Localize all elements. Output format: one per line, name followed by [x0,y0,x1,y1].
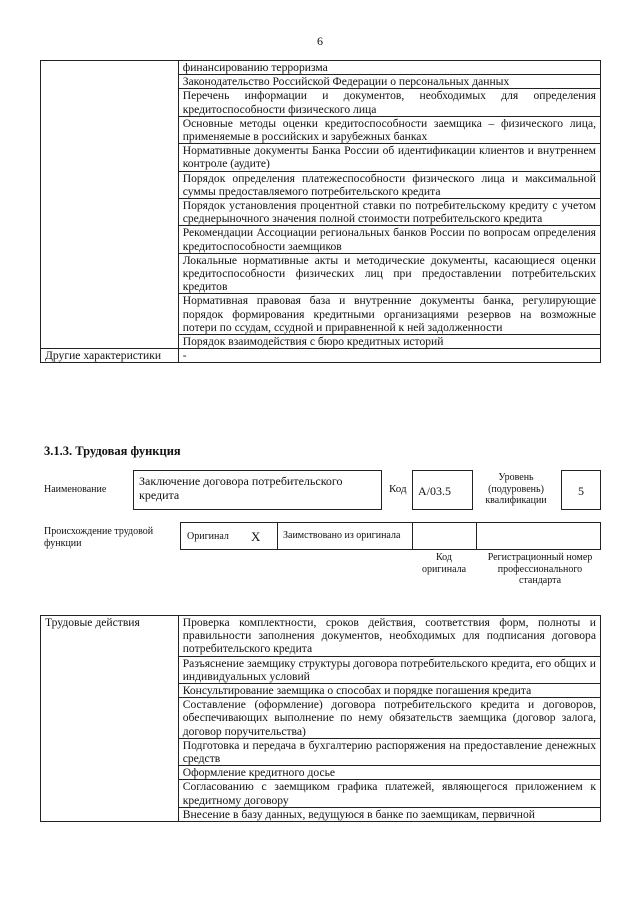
list-item: Перечень информации и документов, необходимых для определения кредитоспособности физического лица [178,89,600,116]
empty-label-cell [41,61,179,349]
list-item: Локальные нормативные акты и методические документы, касающиеся оценки кредитоспособности физических лиц при предоставлении потребительских кредитов [178,253,600,294]
list-item: Нормативная правовая база и внутренние документы банка, регулирующие порядок формирования кредитными организациями резервов на возможные потери по ссудам, ссудной и приравненной к ней задолженности [178,294,600,335]
list-item: Разъяснение заемщику структуры договора потребительского кредита, его общих и индивидуальных условий [178,656,600,683]
labor-actions-table [40,615,601,822]
list-item: Рекомендации Ассоциации региональных банков России по вопросам определения кредитоспособности заемщиков [178,226,600,253]
section-title: 3.1.3. Трудовая функция [44,444,181,458]
level-value: 5 [561,470,601,510]
reg-number-box [476,522,601,550]
code-label: Код [389,483,407,495]
list-item: Порядок взаимодействия с бюро кредитных историй [178,335,600,349]
labor-actions-label: Трудовые действия [41,616,179,822]
code-original-box [412,522,477,550]
knowledge-table [40,60,601,363]
list-item: Нормативные документы Банка России об идентификации клиентов и внутреннем контроле (аудите) [178,144,600,171]
list-item: Согласованию с заемщиком графика платежей, являющегося приложением к кредитному договору [178,780,600,807]
list-item: Законодательство Российской Федерации о персональных данных [178,75,600,89]
table-row [41,61,601,75]
list-item: Подготовка и передача в бухгалтерию распоряжения на предоставление денежных средств [178,738,600,765]
list-item: Внесение в базу данных, ведущуюся в банке по заемщикам, первичной [178,807,600,821]
origin-label: Происхождение трудовой функции [44,526,154,549]
name-value: Заключение договора потребительского кредита [133,470,382,510]
table-row [41,616,601,657]
list-item: Консультирование заемщика о способах и порядке погашения кредита [178,684,600,698]
borrowed-box [277,522,413,550]
code-value: А/03.5 [412,470,473,510]
original-box [180,522,278,550]
code-original-label: Код оригинала [421,552,467,575]
other-characteristics-value: - [178,349,600,363]
list-item: Оформление кредитного досье [178,766,600,780]
borrowed-label: Заимствовано из оригинала [283,530,401,541]
list-item: Порядок установления процентной ставки по потребительскому кредиту с учетом среднерыночного значения полной стоимости потребительского кредита [178,199,600,226]
original-label: Оригинал [187,531,229,542]
list-item: Составление (оформление) договора потребительского кредита и договоров, обеспечивающих выполнение по нему обязательств заемщика (договор залога, договор поручительства) [178,698,600,739]
name-label: Наименование [44,484,107,495]
page-number: 6 [317,34,323,48]
other-characteristics-label: Другие характеристики [41,349,179,363]
reg-number-label: Регистрационный номер профессионального стандарта [487,552,593,586]
list-item: Порядок определения платежеспособности физического лица и максимальной суммы предоставляемого потребительского кредита [178,171,600,198]
original-mark: X [251,529,261,544]
list-item: финансированию терроризма [178,61,600,75]
list-item: Основные методы оценки кредитоспособности заемщика – физического лица, применяемые в российских и зарубежных банках [178,116,600,143]
level-label: Уровень (подуровень) квалификации [485,472,547,506]
list-item: Проверка комплектности, сроков действия, соответствия форм, полноты и правильности заполнения документов, необходимых для подписания договора потребительского кредита [178,616,600,657]
table-row [41,349,601,363]
